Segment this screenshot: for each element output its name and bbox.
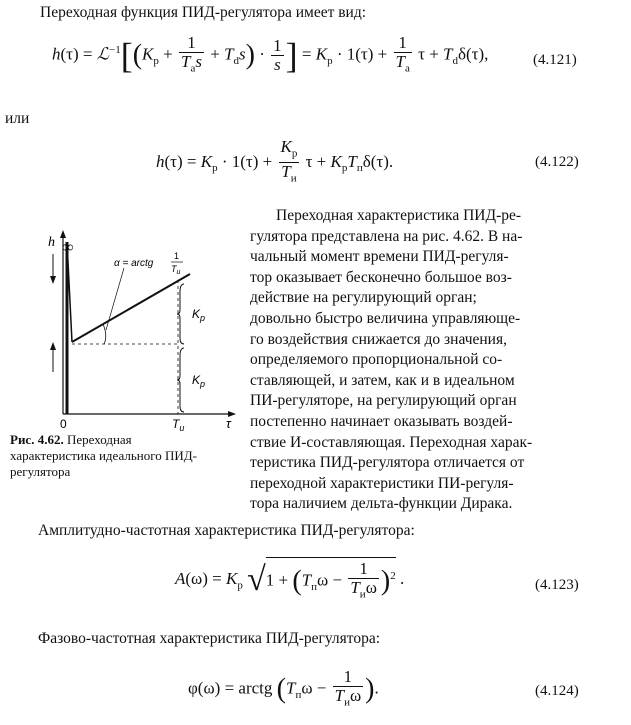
afc-text: Амплитудно-частотная характеристика ПИД-регулятора: xyxy=(38,522,415,539)
infinity-label: ∞ xyxy=(62,239,74,256)
origin-label: 0 xyxy=(60,417,67,431)
caption-text: Переходная характеристика идеального ПИД-регулятора xyxy=(10,432,197,479)
paragraph-line: постепенно начинает оказывать воздей- xyxy=(250,413,513,430)
paragraph-line: ПИ-регуляторе, на регулирующий орган xyxy=(250,392,517,410)
paragraph-line: переходной характеристики ПИ-регуля- xyxy=(250,474,514,492)
kp-label-upper: $K_p$ xyxy=(192,307,206,323)
paragraph-line: чальный момент времени ПИД-регуля- xyxy=(250,248,509,266)
paragraph-line: ствие И-составляющая. Переходная харак- xyxy=(250,433,533,451)
paragraph-line: определяемого пропорциональной со- xyxy=(250,351,503,369)
ti-label: $T_и$ xyxy=(172,417,185,432)
axis-h-label: h xyxy=(48,235,55,250)
paragraph-line: ставляющей, и затем, как и в идеальном xyxy=(250,371,515,389)
axis-tau-label: τ xyxy=(226,416,231,431)
equation-4-123: $A(\omega) = K_p$ $√1 + (T_п\omega$ − $\frac{1}{T_и\omega}$ )$^2$ . xyxy=(175,557,404,603)
caption-bold: Рис. 4.62. xyxy=(10,432,64,447)
alpha-frac-num: 1 xyxy=(174,251,180,261)
kp-label-lower: $K_p$ xyxy=(192,373,206,389)
equation-4-122: $h(\tau) = K_p \cdot 1(\tau)$ + $\frac{K_p}{T_и}$ $\tau + K_pT_п\delta(\tau)$. xyxy=(156,137,394,185)
figure-caption xyxy=(10,432,220,480)
paragraph-line: довольно быстро величина управляюще- xyxy=(250,310,521,327)
paragraph-line: теристика ПИД-регулятора отличается от xyxy=(250,454,525,472)
h-axis-arrow xyxy=(60,230,66,238)
pfc-text: Фазово-частотная характеристика ПИД-регулятора: xyxy=(38,630,381,647)
equation-number: (4.121) xyxy=(533,52,577,68)
alpha-frac-den: $T_и$ xyxy=(171,264,181,276)
intro-text: Переходная функция ПИД-регулятора имеет вид: xyxy=(40,4,367,21)
equation-number: (4.124) xyxy=(535,683,579,699)
alpha-pointer xyxy=(106,268,124,330)
alpha-arc xyxy=(103,324,106,344)
paragraph-line: гулятора представлена на рис. 4.62. В на- xyxy=(250,227,523,245)
paragraph-line: действие на регулирующий орган; xyxy=(250,289,477,307)
transient-response-figure xyxy=(8,222,244,432)
paragraph-line: го воздействия снижается до значения, xyxy=(250,330,507,348)
ramp-line xyxy=(72,274,190,342)
equation-4-124: φ(ω) = arctg ($T_п\omega$ − $\frac{1}{T_и\omega}$ ). xyxy=(188,667,379,709)
equation-number: (4.122) xyxy=(535,154,579,170)
paragraph-line: Переходная характеристика ПИД-ре- xyxy=(276,207,522,224)
paragraph-line: тор оказывает бесконечно большое воз- xyxy=(250,268,512,286)
equation-number: (4.123) xyxy=(535,577,579,593)
equation-4-121: $h(\tau) = ℒ^{-1}[(K_p$ + $\frac{1}{T_as}$ + $T_ds$) · $\frac{1}{s}$ ] = $K_p \cdot 1(\tau)$ + $\frac{1}{T_a}$ $\tau + T_d\delta(\tau)$, xyxy=(52,33,489,76)
paragraph-line: тора наличием дельта-функции Дирака. xyxy=(250,495,513,513)
or-text: или xyxy=(5,110,30,127)
alpha-label: α = arctg xyxy=(114,258,154,269)
